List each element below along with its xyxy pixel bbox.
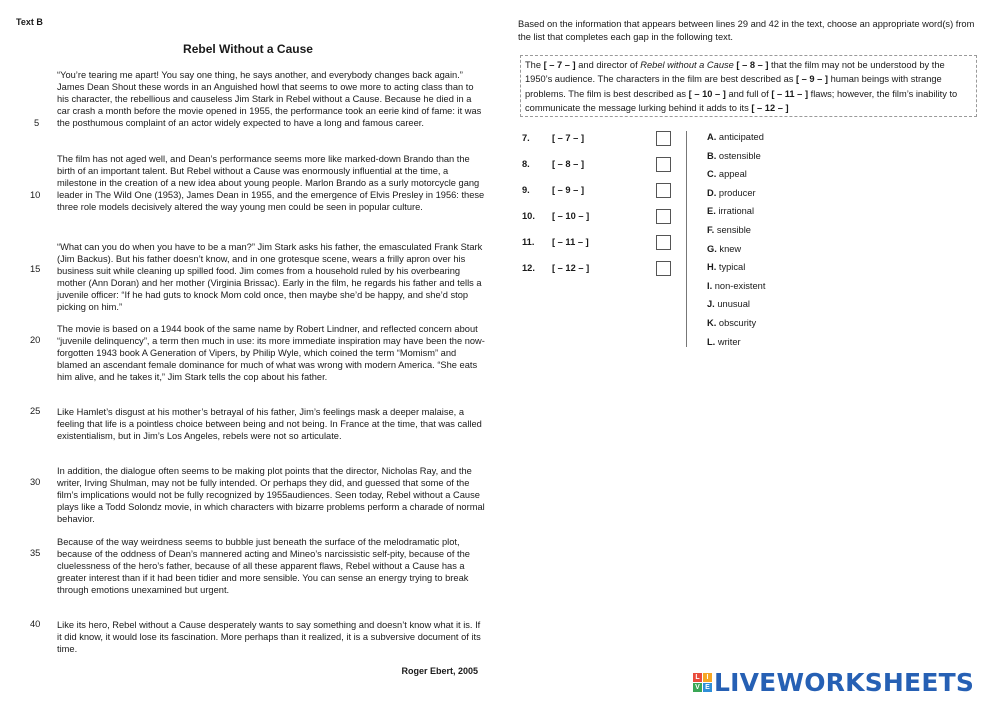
paragraph-8: Like its hero, Rebel without a Cause desperately wants to say something and doesn’t know what it is. If it did know, it would lose its fascination. More perhaps than it realized, it is a subversive document of its time. [57,620,481,655]
answer-box-8[interactable] [656,157,671,172]
question-gap: [ – 9 – ] [552,185,585,195]
question-gap: [ – 11 – ] [552,237,589,247]
logo-tiles-icon: L I V E [693,673,712,692]
paragraph-7: Because of the way weirdness seems to bubble just beneath the surface of the melodramatic plot, because of the oddness of Dean’s mannered acting and Mineo’s narcissistic self-pity, because of the cluelessness of the hero’s father, because of all these apparent flaws, Rebel without a Cause has a greater interest than if it had been tidier and more sensible. You can sense an energy trying to break through emotions unexamined but urgent. [57,537,470,596]
question-row-10 [522,209,682,227]
option-h: H. typical [707,262,746,273]
answer-box-11[interactable] [656,235,671,250]
line-number: 5 [34,118,40,128]
line-number: 40 [30,619,41,629]
gap-11-marker: [ – 11 – ] [771,88,809,99]
answer-box-10[interactable] [656,209,671,224]
gap-7-marker: [ – 7 – ] [543,60,576,70]
paragraph-2: The film has not aged well, and Dean’s performance seems more like marked-down Brando than the birth of an important talent. But Rebel without a Cause was enormously influential at the time, a milestone in the creation of a new idea about young people. Marlon Brando as a surly motorcycle gang leader in The Wild One (1953), James Dean in 1955, and the emergence of Elvis Presley in 1956: these three role models decisively altered the way young men could be seen in popular culture. [57,154,485,213]
option-f: F. sensible [707,225,751,235]
question-gap: [ – 10 – ] [552,211,590,221]
line-number: 35 [30,548,41,558]
option-k: K. obscurity [707,318,757,328]
paragraph-4: The movie is based on a 1944 book of the same name by Robert Lindner, and reflected concern about “juvenile delinquency”, a term then much in use: its more immediate inspiration may have been the now-forgotten 1943 book A Generation of Vipers, by Philip Wyle, which coined the term “Momism” and blamed an ascendant female dominance for much of what was wrong with modern America. “She eats him alive, and he takes it,” Jim Stark tells the cop about his father. [57,324,485,383]
liveworksheets-logo [693,667,974,697]
line-number: 15 [30,264,41,274]
paragraph-5: Like Hamlet’s disgust at his mother’s betrayal of his father, Jim’s feelings mask a deeper malaise, a feeling that life is a pointless choice between being and not being. In France at the time, that was called existentialism, but in Jim’s Los Angeles, rebels were not so articulate. [57,407,482,442]
answer-box-9[interactable] [656,183,671,198]
answer-box-12[interactable] [656,261,671,276]
paragraph-3: “What can you do when you have to be a man?” Jim Stark asks his father, the emasculated Frank Stark (Jim Backus). But his father doesn’t know, and in one grotesque scene, wears a frilly apron over his business suit while cleaning up spilled food. Jim comes from a household ruled by his overbearing mother (Ann Doran) and her mother (Virginia Brissac). Early in the film, he regards his father and tells a juvenile officer: “If he had guts to knock Mom cold once, then maybe she’d be happy, and she’d stop picking on him.” [57,242,483,313]
paragraph-6: In addition, the dialogue often seems to be making plot points that the director, Nicholas Ray, and the writer, Irving Shulman, may not be fully intended. Or perhaps they did, and guessed that some of the film’s implications would not be fully recognized by 1955audiences. Seen today, Rebel without a Cause plays like a Todd Solondz movie, in which characters with bizarre problems perform a charade of normal behavior. [57,466,485,525]
logo-wordmark: LIVEWORKSHEETS [714,667,975,697]
line-number: 25 [30,406,41,416]
question-row-12 [522,261,682,279]
gap-9-marker: [ – 9 – ] [795,74,829,85]
question-row-7 [522,131,682,149]
option-l: L. writer [707,336,741,347]
question-row-9 [522,183,682,201]
option-a: A. anticipated [707,132,764,142]
gap-10-marker: [ – 10 – ] [688,88,726,99]
author-credit: Roger Ebert, 2005 [401,666,478,676]
text-label: Text B [16,17,43,27]
question-gap: [ – 7 – ] [552,133,585,143]
instruction-text: Based on the information that appears between lines 29 and 42 in the text, choose an appropriate word(s) from the list that completes each gap in the following text. [518,19,975,42]
gap-fill-passage: The [ – 7 – ] and director of Rebel without a Cause [ – 8 – ] that the film may not be understood by the 1950’s audience. The characters in the film are best described as [ – 9 – ] human beings with strange problems. The film is best described as [ – 10 – ] and full of [ – 11 – ] flaws; however, the film’s inability to communicate the message lurking behind it adds to its [ – 12 – ] [520,55,977,117]
question-number: 7. [522,133,530,143]
question-row-11 [522,235,682,253]
question-gap: [ – 12 – ] [552,263,590,273]
option-e: E. irrational [707,206,755,217]
question-number: 10. [522,211,535,221]
article-title: Rebel Without a Cause [183,42,313,56]
line-number: 30 [30,477,41,487]
option-j: J. unusual [707,299,750,310]
line-number: 20 [30,335,41,345]
gap-12-marker: [ – 12 – ] [751,103,789,114]
line-number: 10 [30,190,41,200]
paragraph-1: “You’re tearing me apart! You say one thing, he says another, and everybody changes back again.” James Dean Shout these words in an Anguished howl that seems to owe more to acting class than to his character, the rebellious and causeless Jim Stark in Rebel without a Cause. Because he died in a car crash a month before the movie opened in 1955, the performance took an eerie kind of fame: it was the posthumous complaint of an actor widely expected to have a long and famous career. [57,70,482,129]
question-row-8 [522,157,682,175]
question-gap: [ – 8 – ] [552,159,585,169]
question-number: 8. [522,159,530,169]
question-number: 12. [522,263,535,273]
film-title: Rebel without a Cause [640,60,734,70]
option-b: B. ostensible [707,150,761,161]
gap-8-marker: [ – 8 – ] [736,60,769,70]
option-g: G. knew [707,243,742,254]
column-divider [686,131,687,347]
answer-box-7[interactable] [656,131,671,146]
option-c: C. appeal [707,169,747,180]
option-d: D. producer [707,187,756,198]
question-number: 11. [522,237,535,247]
option-i: I. non-existent [707,280,766,291]
question-number: 9. [522,185,530,195]
